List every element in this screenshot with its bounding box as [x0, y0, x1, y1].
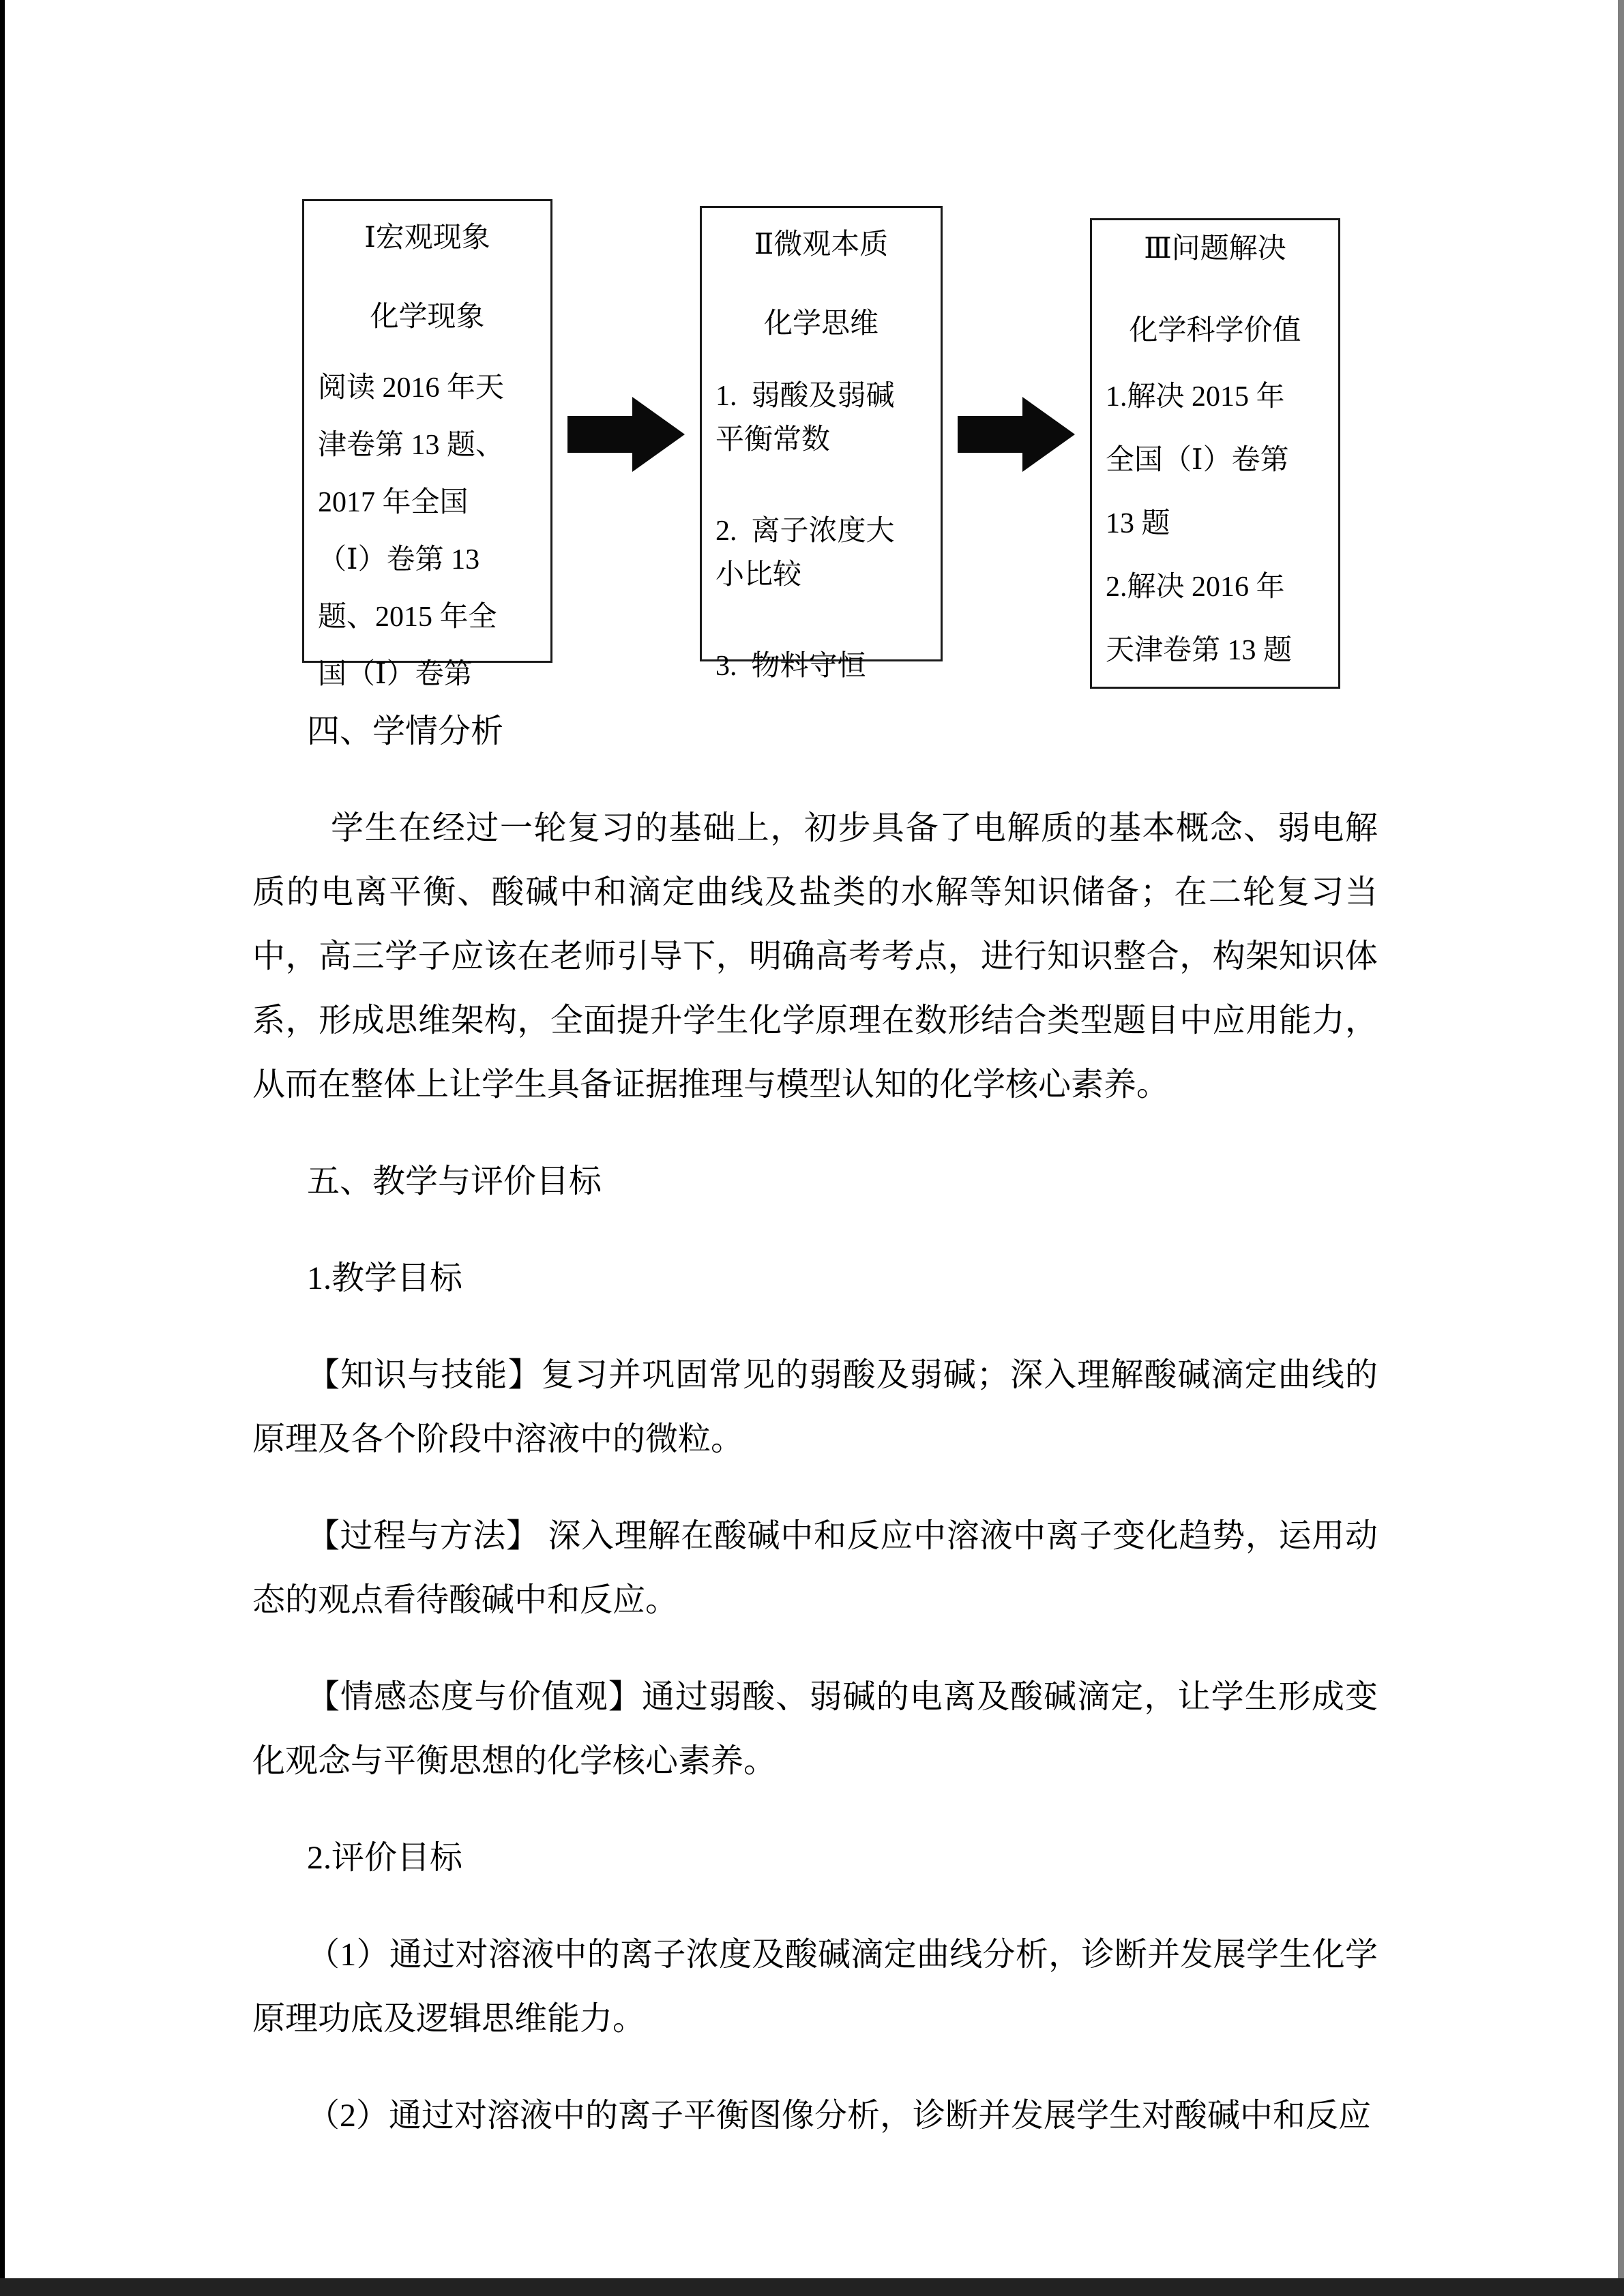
flow-box-line: （Ⅰ）卷第 13 [318, 544, 480, 576]
section-heading-learner-analysis: 四、学情分析 [307, 713, 504, 749]
flow-list-item [715, 644, 927, 688]
paragraph-process-method: 【过程与方法】 深入理解在酸碱中和反应中溶液中离子变化趋势，运用动态的观点看待酸碱中和反应。 [252, 1518, 1378, 1618]
paragraph-evaluation-1: （1）通过对溶液中的离子浓度及酸碱滴定曲线分析，诊断并发展学生化学原理功底及逻辑思维能力。 [252, 1937, 1378, 2037]
flow-box-list [715, 374, 927, 688]
page-edge-right [1618, 0, 1624, 2296]
flow-box-line: 1. 弱酸及弱碱 [715, 381, 895, 412]
flow-box-title: Ⅰ宏观现象 [364, 222, 490, 254]
flow-list-item [1106, 556, 1325, 683]
page-edge-bottom [0, 2278, 1624, 2296]
flow-box-subtitle: 化学科学价值 [1129, 315, 1301, 346]
paragraph-evaluation-2: （2）通过对溶液中的离子平衡图像分析，诊断并发展学生对酸碱中和反应 [307, 2098, 1372, 2134]
flow-box-subtitle: 化学思维 [763, 308, 879, 340]
flow-box-line: 平衡常数 [715, 424, 831, 456]
flow-box-list [1106, 366, 1325, 683]
flow-box-body [318, 359, 537, 703]
paragraph-knowledge-skills: 【知识与技能】复习并巩固常见的弱酸及弱碱；深入理解酸碱滴定曲线的原理及各个阶段中溶液中的微粒。 [252, 1357, 1378, 1457]
flow-box-subtitle: 化学现象 [370, 301, 485, 333]
flow-box-line: 天津卷第 13 题 [1106, 635, 1293, 666]
right-arrow-icon [958, 397, 1075, 472]
flow-box-title: Ⅲ问题解决 [1144, 233, 1286, 265]
subheading-teaching-goal: 1.教学目标 [307, 1260, 463, 1296]
flow-box-macro-phenomenon [302, 199, 552, 690]
flow-box-line: 2.解决 2016 年 [1106, 571, 1285, 603]
flow-list-item [715, 374, 927, 462]
flow-box-line: 国（Ⅰ）卷第 [318, 659, 473, 690]
flow-box-line: 13 题 [1106, 508, 1170, 539]
flow-box-line: 1.解决 2015 年 [1106, 381, 1285, 413]
page-edge-left [0, 0, 5, 2296]
flow-box-line: 3. 物料守恒 [715, 651, 866, 682]
flow-list-item [715, 509, 927, 597]
flow-box-problem-solving [1090, 218, 1340, 689]
paragraph-emotion-values: 【情感态度与价值观】通过弱酸、弱碱的电离及酸碱滴定，让学生形成变化观念与平衡思想的化学核心素养。 [252, 1679, 1378, 1779]
document-body [252, 700, 1378, 2148]
flow-box-micro-essence [700, 206, 943, 682]
right-arrow-icon [567, 397, 685, 472]
flow-box-line: 全国（Ⅰ）卷第 [1106, 445, 1289, 476]
flow-list-item [1106, 366, 1325, 556]
flow-box-line: 题、2015 年全 [318, 601, 497, 633]
subheading-evaluation-goal: 2.评价目标 [307, 1840, 463, 1876]
flow-box-line: 小比较 [715, 559, 802, 591]
section-heading-teaching-evaluation-goals: 五、教学与评价目标 [307, 1163, 602, 1199]
flow-box-line: 2. 离子浓度大 [715, 516, 895, 547]
paragraph-learner-analysis: 学生在经过一轮复习的基础上，初步具备了电解质的基本概念、弱电解质的电离平衡、酸碱中和滴定曲线及盐类的水解等知识储备；在二轮复习当中，高三学子应该在老师引导下，明确高考考点，进行知识整合，构架知识体系，形成思维架构，全面提升学生化学原理在数形结合类型题目中应用能力，从而在整体上让学生具备证据推理与模型认知的化学核心素养。 [252, 810, 1378, 1103]
flow-box-line: 2017 年全国 [318, 487, 469, 518]
flow-box-line: 阅读 2016 年天 [318, 372, 505, 404]
flow-box-title: Ⅱ微观本质 [754, 229, 889, 260]
flow-box-line: 津卷第 13 题、 [318, 430, 505, 461]
flowchart [0, 0, 1624, 689]
